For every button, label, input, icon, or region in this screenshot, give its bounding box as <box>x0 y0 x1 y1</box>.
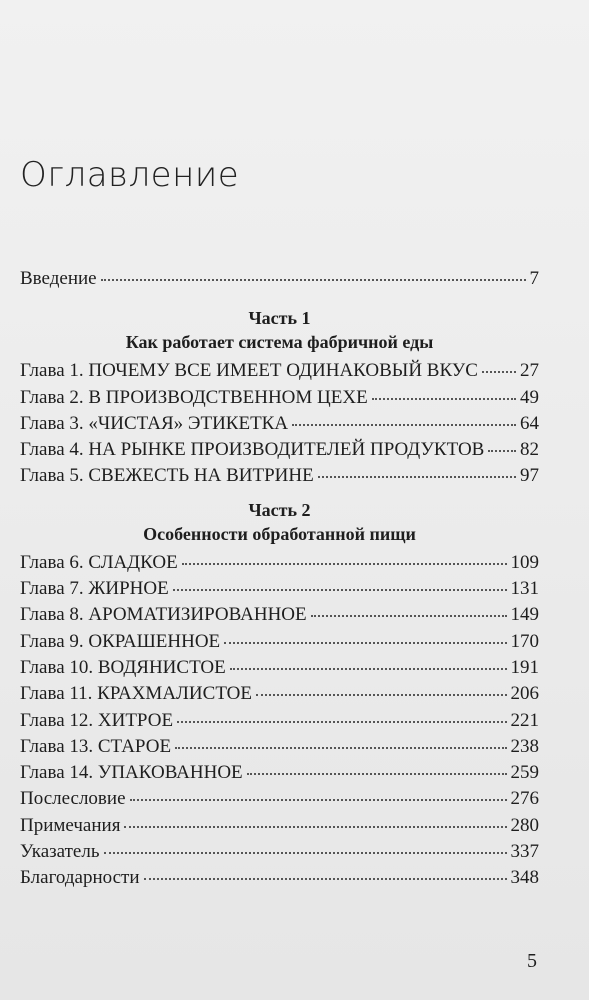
toc-entry-page: 131 <box>510 578 539 600</box>
dot-leader <box>144 878 507 880</box>
toc-entry-page: 64 <box>520 412 539 434</box>
part-label: Часть 1 <box>248 308 311 329</box>
dot-leader <box>311 615 507 617</box>
toc-entry-title: Глава 14. УПАКОВАННОЕ <box>20 762 243 784</box>
toc-entry-title: Глава 6. СЛАДКОЕ <box>20 551 178 573</box>
toc-entry <box>20 576 539 602</box>
part-label: Часть 2 <box>248 499 311 520</box>
toc-entry-title: Глава 9. ОКРАШЕННОЕ <box>20 630 221 652</box>
part-1-header <box>20 306 539 354</box>
dot-leader <box>124 826 506 828</box>
toc-entry-title: Глава 7. ЖИРНОЕ <box>20 578 169 600</box>
dot-leader <box>318 476 516 478</box>
toc-entry-page: 109 <box>510 551 539 573</box>
toc-entry-page: 348 <box>510 867 539 889</box>
toc-entry-title: Примечания <box>20 814 121 836</box>
toc-entry <box>20 550 539 576</box>
toc-entry <box>20 463 539 489</box>
toc-entry <box>20 629 539 655</box>
toc-entry-page: 280 <box>510 814 539 836</box>
dot-leader <box>177 721 506 723</box>
toc-entry <box>20 734 539 760</box>
dot-leader <box>104 852 507 854</box>
dot-leader <box>173 589 507 591</box>
toc-entry-title: Глава 10. ВОДЯНИСТОЕ <box>20 656 226 678</box>
toc-entry <box>20 437 539 463</box>
toc-entry <box>20 813 539 839</box>
dot-leader <box>292 424 516 426</box>
page-title: Оглавление <box>20 155 240 195</box>
toc-entry <box>20 385 539 411</box>
dot-leader <box>256 694 507 696</box>
toc-entry-page: 337 <box>510 841 539 863</box>
dot-leader <box>482 371 516 373</box>
toc-entry-title: Глава 8. АРОМАТИЗИРОВАННОЕ <box>20 604 307 626</box>
toc-entry <box>20 602 539 628</box>
toc-entry-intro <box>20 266 539 292</box>
table-of-contents <box>20 266 539 892</box>
toc-entry-page: 149 <box>510 604 539 626</box>
toc-entry-page: 7 <box>529 268 539 289</box>
dot-leader <box>224 642 506 644</box>
toc-entry <box>20 411 539 437</box>
dot-leader <box>130 799 507 801</box>
toc-entry-page: 82 <box>520 439 539 461</box>
toc-entry <box>20 839 539 865</box>
toc-entry-title: Указатель <box>20 841 100 863</box>
toc-entry-title: Глава 5. СВЕЖЕСТЬ НА ВИТРИНЕ <box>20 465 314 487</box>
toc-entry-title: Глава 3. «ЧИСТАЯ» ЭТИКЕТКА <box>20 412 289 434</box>
dot-leader <box>182 563 507 565</box>
toc-entry-page: 238 <box>510 735 539 757</box>
toc-entry-title: Послесловие <box>20 788 126 810</box>
part-title: Особенности обработанной пищи <box>143 523 416 544</box>
toc-entry <box>20 708 539 734</box>
toc-entry <box>20 760 539 786</box>
toc-entry-page: 27 <box>520 360 539 382</box>
toc-entry-title: Введение <box>20 268 97 289</box>
toc-entry <box>20 358 539 384</box>
toc-entry <box>20 681 539 707</box>
dot-leader <box>488 450 516 452</box>
toc-entry-page: 49 <box>520 386 539 408</box>
toc-entry-page: 191 <box>510 656 539 678</box>
toc-entry-title: Глава 1. ПОЧЕМУ ВСЕ ИМЕЕТ ОДИНАКОВЫЙ ВКУС <box>20 360 478 382</box>
toc-entry-page: 221 <box>510 709 539 731</box>
page-number: 5 <box>527 950 537 972</box>
toc-entry-page: 97 <box>520 465 539 487</box>
toc-entry <box>20 786 539 812</box>
toc-entry-title: Глава 12. ХИТРОЕ <box>20 709 174 731</box>
toc-entry-title: Глава 2. В ПРОИЗВОДСТВЕННОМ ЦЕХЕ <box>20 386 368 408</box>
dot-leader <box>372 398 516 400</box>
toc-entry-title: Глава 4. НА РЫНКЕ ПРОИЗВОДИТЕЛЕЙ ПРОДУКТОВ <box>20 439 485 461</box>
dot-leader <box>175 747 506 749</box>
toc-entry <box>20 865 539 891</box>
toc-entry-page: 170 <box>510 630 539 652</box>
part-title: Как работает система фабричной еды <box>125 332 434 353</box>
dot-leader <box>101 279 526 281</box>
part-2-header <box>20 498 539 546</box>
toc-entry-page: 259 <box>510 762 539 784</box>
toc-entry-page: 206 <box>510 683 539 705</box>
toc-entry <box>20 655 539 681</box>
dot-leader <box>247 773 507 775</box>
toc-entry-title: Глава 13. СТАРОЕ <box>20 735 172 757</box>
toc-entry-title: Глава 11. КРАХМАЛИСТОЕ <box>20 683 252 705</box>
dot-leader <box>230 668 507 670</box>
toc-entry-title: Благодарности <box>20 867 140 889</box>
toc-entry-page: 276 <box>510 788 539 810</box>
